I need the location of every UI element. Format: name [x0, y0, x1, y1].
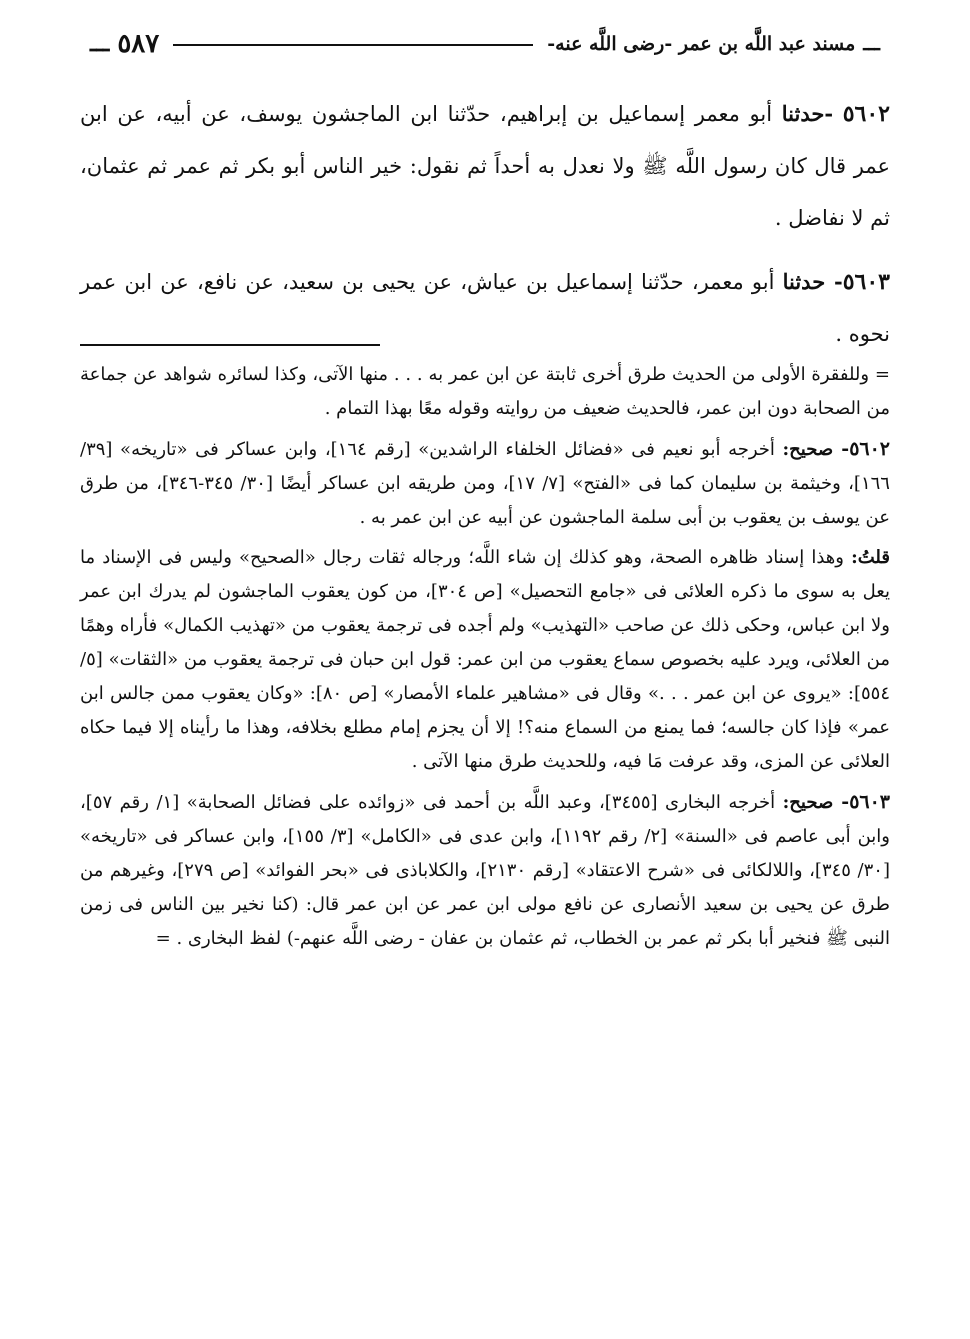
- footnote-grade: صحيح:: [782, 439, 842, 460]
- footnote-5603: [80, 785, 890, 956]
- footnote-separator: [80, 344, 380, 346]
- footnote-5602: [80, 432, 890, 535]
- hadith-keyword: - حدثنا: [782, 269, 843, 294]
- hadith-text: أبو معمر إسماعيل بن إبراهيم، حدّثنا ابن الماجشون يوسف، عن أبيه، عن ابن عمر قال كان رسول اللَّه ﷺ ولا نعدل به أحداً ثم نقول: خير الناس أبو بكر ثم عمر ثم عثمان، ثم لا نفاضل .: [80, 102, 890, 230]
- page-number-dash: ـــ: [90, 31, 110, 57]
- comment-text: وهذا إسناد ظاهره الصحة، وهو كذلك إن شاء اللَّه؛ ورجاله ثقات رجال «الصحيح» وليس فى الإسناد ما يعل به سوى ما ذكره العلائى فى «جامع التحصيل» [ص ٣٠٤]، من كون يعقوب الماجشون لم يدرك ابن عمر ولا ابن عباس، وحكى ذلك عن صاحب «التهذيب» ولم أجده فى ترجمة يعقوب من «تهذيب الكمال» فأراه وهمًا من العلائى، ويرد عليه بخصوص سماع يعقوب من ابن عمر: قول ابن حبان فى ترجمة يعقوب من «الثقات» [٥/ ٥٥٤]: «يروى عن ابن عمر . . .» وقال فى «مشاهير علماء الأمصار» [ص ٨٠]: «وكان يعقوب ممن جالس ابن عمر» فإذا كان جالسه؛ فما يمنع من السماع منه؟! إلا أن يجزم إمام مطلع بخلافه، وهذا ما رأيناه إلا فيما حكاه العلائى عن المزى، وقد عرفت مَا فيه، وللحديث طرق منها الآتى .: [80, 547, 890, 772]
- footnote-text: أخرجه أبو نعيم فى «فضائل الخلفاء الراشدين» [رقم ١٦٤]، وابن عساكر فى «تاريخه» [٣٩/ ١٦٦]، وخيثمة بن سليمان كما فى «الفتح» [٧/ ١٧]، ومن طريقه ابن عساكر أيضًا [٣٠/ ٣٤٥-٣٤٦]، من طرق عن يوسف بن يعقوب بن أبى سلمة الماجشون عن أبيه عن ابن عمر به .: [80, 439, 890, 528]
- footnote-grade: صحيح:: [782, 792, 842, 813]
- hadith-number: ٥٦٠٢: [842, 101, 890, 127]
- main-text: [80, 88, 890, 372]
- footnote-continuation: = وللفقرة الأولى من الحديث طرق أخرى ثابتة عن ابن عمر به . . . منها الآتى، وكذا لسائره شواهد عن جماعة من الصحابة دون ابن عمر، فالحديث ضعيف من روايته وقوله معًا بهذا التمام .: [80, 364, 890, 419]
- hadith-keyword: -حدثنا: [781, 101, 834, 126]
- header-lead-dash: ـــ: [863, 33, 880, 55]
- hadith-number: ٥٦٠٣: [842, 269, 890, 295]
- running-title: مسند عبد اللَّه بن عمر -رضى اللَّه عنه-: [547, 33, 856, 55]
- footnote-5602-comment: [80, 541, 890, 779]
- header-rule: [173, 44, 533, 46]
- hadith-text: أبو معمر، حدّثنا إسماعيل بن عياش، عن يحيى بن سعيد، عن نافع، عن ابن عمر نحوه .: [80, 270, 890, 346]
- footnote-number: ٥٦٠٣-: [841, 791, 891, 813]
- comment-keyword: قلتُ:: [851, 547, 890, 568]
- footnote-number: ٥٦٠٢-: [841, 438, 891, 460]
- footnotes: [80, 358, 890, 962]
- page-header: [90, 24, 880, 64]
- footnote-text: أخرجه البخارى [٣٤٥٥]، وعبد اللَّه بن أحمد فى «زوائده على فضائل الصحابة» [١/ رقم ٥٧]، وابن أبى عاصم فى «السنة» [٢/ رقم ١١٩٢]، وابن عدى فى «الكامل» [٣/ ١٥٥]، وابن عساكر فى «تاريخه» [٣٠/ ٣٤٥]، واللالكائى فى «شرح الاعتقاد» [رقم ٢١٣٠]، والكلاباذى فى «بحر الفوائد» [ص ٢٧٩]، وغيرهم من طرق عن يحيى بن سعيد الأنصارى عن نافع مولى ابن عمر عن ابن عمر قال: (كنا نخير بين الناس فى زمن النبى ﷺ فنخير أبا بكر ثم عمر بن الخطاب، ثم عثمان بن عفان - رضى اللَّه عنهم-) لفظ البخارى . =: [80, 792, 890, 949]
- hadith-5602: [80, 88, 890, 244]
- page-number: ٥٨٧: [117, 29, 160, 59]
